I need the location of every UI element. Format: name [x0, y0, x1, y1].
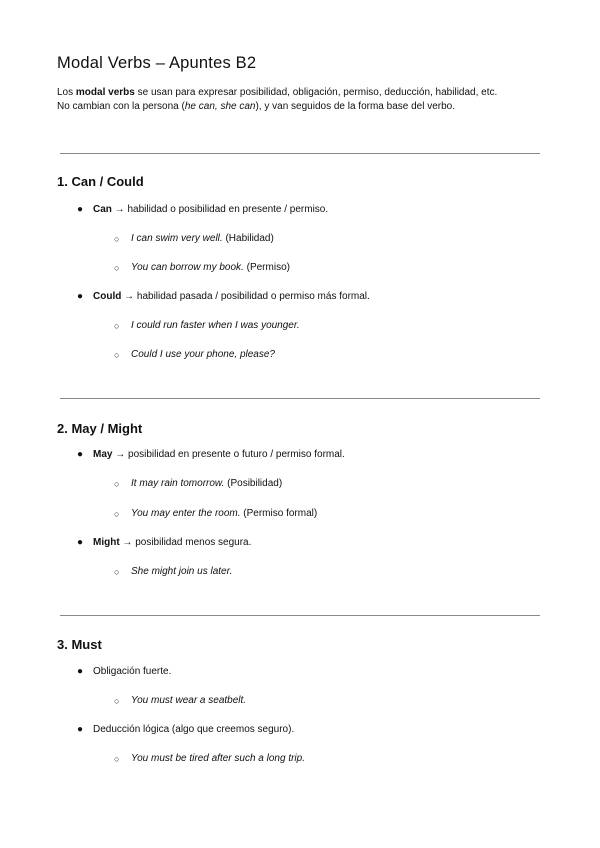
bullet-dot-icon: ● [77, 449, 84, 460]
modal-term: May [93, 449, 113, 460]
example-sentence: You may enter the room. [131, 508, 241, 519]
bullet-circle-icon: ○ [114, 696, 120, 706]
intro-italic-example: he can, she can [184, 101, 256, 113]
item-description: Obligación fuerte. [93, 666, 172, 677]
example-sentence: I can swim very well. [131, 233, 223, 244]
example-sentence: She might join us later. [131, 566, 233, 577]
intro-text: se usan para expresar posibilidad, obligación, permiso, deducción, habilidad, etc. [134, 87, 498, 98]
bullet-dot-icon: ● [77, 291, 84, 302]
example-note: (Posibilidad) [224, 478, 283, 489]
example-note: (Habilidad) [222, 233, 274, 244]
item-description: Deducción lógica (algo que creemos seguro). [93, 724, 295, 735]
example-sentence: You must be tired after such a long trip. [131, 753, 305, 764]
section-heading: 1. Can / Could [57, 174, 144, 189]
modal-term: Can [93, 204, 112, 215]
bullet-dot-icon: ● [77, 204, 84, 215]
intro-text: No cambian con la persona ( [57, 101, 185, 113]
example-sentence: You can borrow my book. [131, 262, 244, 273]
bullet-circle-icon: ○ [114, 263, 120, 273]
section-heading: 2. May / Might [57, 421, 143, 436]
item-description: → posibilidad menos segura. [119, 537, 252, 548]
bullet-circle-icon: ○ [114, 567, 120, 577]
example-note: (Permiso) [243, 262, 290, 273]
bullet-dot-icon: ● [77, 724, 84, 735]
item-description: → posibilidad en presente o futuro / permiso formal. [112, 449, 345, 460]
bullet-dot-icon: ● [77, 666, 84, 677]
bullet-circle-icon: ○ [114, 234, 120, 244]
example-sentence: Could I use your phone, please? [131, 349, 275, 360]
item-description: → habilidad pasada / posibilidad o permiso más formal. [121, 291, 370, 302]
modal-term: Might [93, 537, 120, 548]
section-divider [60, 615, 540, 616]
bullet-circle-icon: ○ [114, 754, 120, 764]
intro-paragraph [57, 86, 537, 115]
example-sentence: I could run faster when I was younger. [131, 320, 300, 331]
example-sentence: It may rain tomorrow. [131, 478, 225, 489]
intro-text: Los [57, 87, 76, 98]
page-title: Modal Verbs – Apuntes B2 [57, 54, 257, 72]
bullet-dot-icon: ● [77, 537, 84, 548]
section-divider [60, 153, 540, 154]
section-heading: 3. Must [57, 637, 102, 652]
section-divider [60, 398, 540, 399]
example-sentence: You must wear a seatbelt. [131, 695, 247, 706]
intro-bold-term: modal verbs [75, 87, 135, 98]
intro-text: ), y van seguidos de la forma base del verbo. [255, 101, 456, 113]
item-description: → habilidad o posibilidad en presente / permiso. [111, 204, 329, 215]
example-note: (Permiso formal) [240, 508, 318, 519]
bullet-circle-icon: ○ [114, 479, 120, 489]
bullet-circle-icon: ○ [114, 321, 120, 331]
modal-term: Could [93, 291, 122, 302]
bullet-circle-icon: ○ [114, 509, 120, 519]
bullet-circle-icon: ○ [114, 350, 120, 360]
